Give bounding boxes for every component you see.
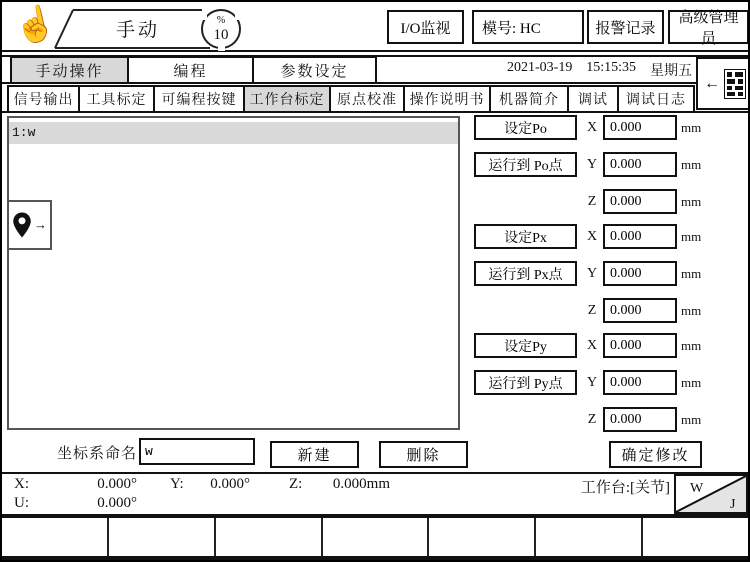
- function-key-3[interactable]: [216, 518, 323, 556]
- subtab-machine-intro[interactable]: 机器简介: [489, 85, 569, 113]
- px-y-row: [585, 261, 701, 286]
- tab-programming[interactable]: 编程: [127, 56, 254, 84]
- axis-label: Z: [587, 411, 597, 427]
- subtab-programmable-keys[interactable]: 可编程按键: [153, 85, 245, 113]
- unit-label: mm: [681, 228, 702, 244]
- unit-label: mm: [681, 119, 702, 135]
- worktable-mode-label: 工作台:[关节]: [580, 480, 670, 496]
- coord-mode-toggle[interactable]: [674, 474, 748, 514]
- location-pin-icon: [12, 211, 32, 239]
- new-button[interactable]: 新建: [270, 441, 359, 468]
- po-y-row: [585, 152, 701, 177]
- status-u-value: 0.000°: [97, 495, 137, 511]
- mode-banner: [50, 6, 258, 52]
- user-level-button[interactable]: 高级管理员: [668, 10, 749, 44]
- py-x-input[interactable]: [603, 333, 677, 358]
- function-key-2[interactable]: [109, 518, 216, 556]
- axis-label: Z: [587, 302, 597, 318]
- po-x-input[interactable]: [603, 115, 677, 140]
- move-to-point-button[interactable]: [7, 200, 52, 250]
- model-number-button[interactable]: 模号: HC: [472, 10, 584, 44]
- coord-mode-j: J: [730, 497, 736, 512]
- run-to-po-button[interactable]: 运行到 Po点: [474, 152, 577, 177]
- axis-label: Y: [586, 265, 598, 281]
- status-z-label: Z:: [289, 476, 303, 492]
- axis-label: Y: [586, 374, 598, 390]
- unit-label: mm: [681, 156, 702, 172]
- status-y-label: Y:: [170, 476, 184, 492]
- tab-manual-operation[interactable]: 手动操作: [10, 56, 129, 84]
- datamatrix-icon: [724, 69, 746, 99]
- function-key-4[interactable]: [323, 518, 430, 556]
- px-x-input[interactable]: [603, 224, 677, 249]
- axis-label: X: [586, 119, 598, 135]
- subtab-debug-log[interactable]: 调试日志: [617, 85, 695, 113]
- function-key-1[interactable]: [2, 518, 109, 556]
- status-x-value: 0.000°: [97, 476, 137, 492]
- unit-label: mm: [681, 337, 702, 353]
- date-text: 2021-03-19: [507, 60, 573, 75]
- function-key-6[interactable]: [536, 518, 643, 556]
- set-px-button[interactable]: 设定Px: [474, 224, 577, 249]
- unit-label: mm: [681, 411, 702, 427]
- po-z-input[interactable]: [603, 189, 677, 214]
- axis-label: Y: [586, 156, 598, 172]
- unit-label: mm: [681, 374, 702, 390]
- weekday-text: 星期五: [649, 64, 692, 79]
- status-y-value: 0.000°: [210, 476, 250, 492]
- py-z-input[interactable]: [603, 407, 677, 432]
- delete-button[interactable]: 删除: [379, 441, 468, 468]
- datetime-display: [507, 60, 692, 80]
- time-text: 15:15:35: [586, 60, 637, 75]
- coord-name-input[interactable]: [139, 438, 255, 465]
- subtab-worktable-calibration[interactable]: 工作台标定: [243, 85, 331, 113]
- subtab-tool-calibration[interactable]: 工具标定: [78, 85, 155, 113]
- function-key-7[interactable]: [643, 518, 748, 556]
- alarm-record-button[interactable]: 报警记录: [587, 10, 664, 44]
- coordinate-list-panel: [7, 116, 460, 430]
- run-to-px-button[interactable]: 运行到 Px点: [474, 261, 577, 286]
- subtab-operation-manual[interactable]: 操作说明书: [403, 85, 491, 113]
- io-monitor-button[interactable]: I/O监视: [387, 10, 464, 44]
- py-z-row: [585, 407, 701, 432]
- subtab-debug[interactable]: 调试: [567, 85, 619, 113]
- confirm-modify-button[interactable]: 确定修改: [609, 441, 702, 468]
- axis-label: X: [586, 228, 598, 244]
- po-x-row: [585, 115, 701, 140]
- banner-mode-label: 手动: [115, 20, 161, 41]
- px-z-row: [585, 298, 701, 323]
- set-py-button[interactable]: 设定Py: [474, 333, 577, 358]
- axis-label: Z: [587, 193, 597, 209]
- unit-label: mm: [681, 193, 702, 209]
- coord-naming-label: 坐标系命名: [57, 446, 138, 462]
- py-y-input[interactable]: [603, 370, 677, 395]
- coordinate-list-item[interactable]: 1:w: [9, 122, 458, 144]
- hand-jog-icon: ☝: [10, 3, 60, 49]
- tab-parameter-setting[interactable]: 参数设定: [252, 56, 377, 84]
- px-y-input[interactable]: [603, 261, 677, 286]
- status-x-label: X:: [14, 476, 29, 492]
- subtab-origin-calibration[interactable]: 原点校准: [329, 85, 405, 113]
- status-u-label: U:: [14, 495, 29, 511]
- speed-percent-sign: %: [216, 15, 226, 26]
- px-x-row: [585, 224, 701, 249]
- axis-label: X: [586, 337, 598, 353]
- po-z-row: [585, 189, 701, 214]
- py-x-row: [585, 333, 701, 358]
- po-y-input[interactable]: [603, 152, 677, 177]
- function-key-5[interactable]: [429, 518, 536, 556]
- subtab-signal-output[interactable]: 信号输出: [7, 85, 80, 113]
- pin-run-arrow-icon: →: [34, 217, 47, 232]
- coord-mode-w: W: [690, 481, 704, 496]
- unit-label: mm: [681, 265, 702, 281]
- function-key-row: [2, 516, 748, 562]
- unit-label: mm: [681, 302, 702, 318]
- page-back-widget[interactable]: [696, 57, 750, 110]
- status-z-value: 0.000mm: [332, 476, 390, 492]
- run-to-py-button[interactable]: 运行到 Py点: [474, 370, 577, 395]
- set-po-button[interactable]: 设定Po: [474, 115, 577, 140]
- px-z-input[interactable]: [603, 298, 677, 323]
- py-y-row: [585, 370, 701, 395]
- back-arrow-icon: ←: [704, 74, 720, 92]
- speed-percent-value: 10: [213, 27, 229, 43]
